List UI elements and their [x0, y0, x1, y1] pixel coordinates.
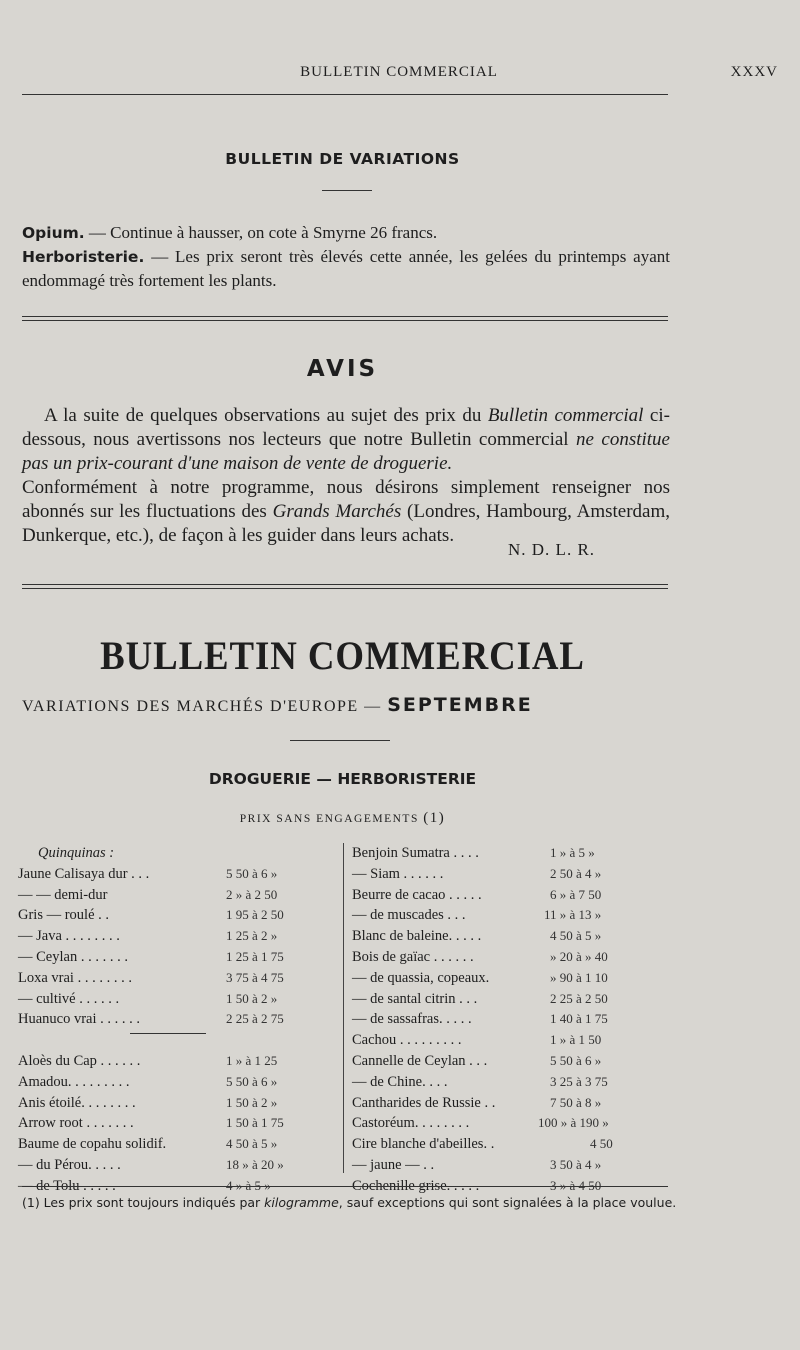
- table-row: [18, 905, 338, 926]
- table-row: [352, 1134, 682, 1155]
- row-price: 11 » à 13 »: [544, 907, 602, 923]
- avis-text: (Londres, Hambourg, Amsterdam, Dunkerque, etc.), de façon à les guider dans leurs achats.: [22, 501, 670, 546]
- row-name: Cannelle de Ceylan . . .: [352, 1052, 488, 1069]
- row-price: 2 » à 2 50: [226, 886, 278, 902]
- table-row: [18, 968, 338, 989]
- row-price: 2 50 à 4 »: [550, 865, 602, 881]
- table-row: [18, 885, 338, 906]
- bulletin-title: BULLETIN COMMERCIAL: [100, 633, 585, 678]
- table-row: [18, 1113, 338, 1134]
- avis-text: A la suite de quelques observations au sujet des prix du: [44, 405, 488, 426]
- row-name: Anis étoilé. . . . . . . .: [18, 1094, 136, 1111]
- footnote-ref: (1): [423, 810, 446, 826]
- table-row: [352, 905, 682, 926]
- page-number: XXXV: [730, 64, 778, 80]
- running-header: [20, 64, 778, 86]
- row-name: Beurre de cacao . . . . .: [352, 886, 482, 903]
- row-price: 1 50 à 1 75: [226, 1115, 284, 1131]
- table-row: [18, 843, 338, 864]
- variations-title: BULLETIN DE VARIATIONS: [225, 150, 460, 168]
- row-price: 4 50: [590, 1136, 613, 1152]
- table-row: [352, 1009, 682, 1030]
- row-price: 3 50 à 4 »: [550, 1156, 602, 1172]
- price-table-right: [352, 843, 682, 1197]
- row-name: — de Chine. . . .: [352, 1073, 448, 1090]
- row-price: 100 » à 190 »: [538, 1115, 609, 1131]
- variations-entry-opium: [22, 221, 670, 245]
- avis-signature: N. D. L. R.: [508, 540, 596, 559]
- row-price: 1 50 à 2 »: [226, 1094, 278, 1110]
- avis-italic: Grands Marchés: [272, 501, 402, 522]
- row-price: 3 » à 4 50: [550, 1177, 602, 1193]
- row-name: Amadou. . . . . . . . .: [18, 1073, 130, 1090]
- row-price: 1 25 à 2 »: [226, 928, 278, 944]
- footnote: [22, 1196, 682, 1210]
- row-price: 4 » à 5 »: [226, 1177, 271, 1193]
- row-price: 1 » à 1 25: [226, 1052, 278, 1068]
- table-row: [18, 947, 338, 968]
- table-row: [18, 926, 338, 947]
- running-header-title: BULLETIN COMMERCIAL: [300, 64, 498, 80]
- avis-italic: Bulletin commercial: [487, 405, 644, 426]
- row-name: — jaune — . .: [352, 1156, 435, 1173]
- price-table-left: [18, 843, 338, 1197]
- row-price: 2 25 à 2 75: [226, 1011, 284, 1027]
- table-row: [352, 1155, 682, 1176]
- row-price: 3 75 à 4 75: [226, 969, 284, 985]
- bulletin-subtitle-text: VARIATIONS DES MARCHÉS D'EUROPE —: [22, 698, 382, 715]
- row-price: 4 50 à 5 »: [550, 928, 602, 944]
- table-row: [352, 1072, 682, 1093]
- row-name: Cochenille grise. . . . .: [352, 1177, 480, 1194]
- avis-title: AVIS: [306, 356, 379, 382]
- row-name: — Siam . . . . . .: [352, 865, 444, 882]
- row-name: — Ceylan . . . . . . .: [18, 948, 128, 965]
- row-name: — cultivé . . . . . .: [18, 990, 120, 1007]
- row-price: » 90 à 1 10: [550, 969, 608, 985]
- bulletin-title-rule: [290, 740, 390, 741]
- variations-entry-herboristerie: [22, 245, 670, 293]
- entry-term: Opium.: [22, 224, 85, 242]
- table-row: [352, 885, 682, 906]
- table-row: [18, 1155, 338, 1176]
- bulletin-month: SEPTEMBRE: [387, 694, 533, 716]
- row-name: Gris — roulé . .: [18, 907, 110, 924]
- row-name: — de santal citrin . . .: [352, 990, 478, 1007]
- table-row: [352, 864, 682, 885]
- row-name: — de muscades . . .: [352, 907, 466, 924]
- divider-double-1: [22, 316, 668, 321]
- row-name: Blanc de baleine. . . . .: [352, 928, 482, 945]
- table-row: [18, 1093, 338, 1114]
- row-price: 5 50 à 6 »: [226, 1073, 278, 1089]
- row-price: 6 » à 7 50: [550, 886, 602, 902]
- group-rule: [130, 1033, 206, 1034]
- table-row: [352, 1030, 682, 1051]
- table-row: [352, 843, 682, 864]
- row-name: Castoréum. . . . . . . .: [352, 1115, 470, 1132]
- avis-body: [22, 404, 670, 548]
- row-name: Cantharides de Russie . .: [352, 1094, 496, 1111]
- row-name: Baume de copahu solidif.: [18, 1136, 167, 1153]
- row-name: — de sassafras. . . . .: [352, 1011, 472, 1028]
- divider-double-2: [22, 584, 668, 589]
- table-row: [352, 1113, 682, 1134]
- table-row: [18, 1072, 338, 1093]
- footnote-text: , sauf exceptions qui sont signalées à la place voulue.: [338, 1195, 677, 1210]
- row-price: 1 50 à 2 »: [226, 990, 278, 1006]
- entry-text: — Les prix seront très élevés cette année, les gelées du printemps ayant endommagé très fortement les plants.: [22, 247, 670, 290]
- avis-italic: ne constitue pas un prix-courant d'une maison de vente de droguerie.: [22, 429, 670, 474]
- table-row: [18, 864, 338, 885]
- table-row: [352, 968, 682, 989]
- row-price: 1 » à 1 50: [550, 1032, 602, 1048]
- variations-title-rule: [322, 190, 372, 191]
- row-name: Benjoin Sumatra . . . .: [352, 845, 479, 861]
- row-price: 4 50 à 5 »: [226, 1136, 278, 1152]
- row-name-text: — de quassia, copeaux.: [352, 969, 490, 986]
- table-row: [352, 1051, 682, 1072]
- row-price: » 20 à » 40: [550, 948, 608, 964]
- row-price: 1 » à 5 »: [550, 845, 595, 860]
- row-name: — Java . . . . . . . .: [18, 928, 120, 945]
- table-row: [352, 947, 682, 968]
- section-heading: DROGUERIE — HERBORISTERIE: [208, 770, 477, 788]
- price-note-text: PRIX SANS ENGAGEMENTS: [239, 813, 419, 825]
- table-row: [352, 926, 682, 947]
- row-name: Cachou . . . . . . . . .: [352, 1032, 462, 1049]
- row-name: Arrow root . . . . . . .: [18, 1115, 134, 1132]
- row-name: — de Tolu . . . . .: [18, 1177, 116, 1194]
- row-price: 1 25 à 1 75: [226, 948, 284, 964]
- avis-paragraph-2: [22, 476, 670, 548]
- table-row: [18, 1134, 338, 1155]
- row-name: Loxa vrai . . . . . . . .: [18, 969, 132, 986]
- price-note: [0, 810, 685, 827]
- bulletin-subtitle: [22, 694, 662, 716]
- row-name: Jaune Calisaya dur . . .: [18, 865, 150, 882]
- row-name: Quinquinas :: [38, 845, 115, 861]
- table-row: [18, 989, 338, 1010]
- footnote-rule: [22, 1186, 668, 1187]
- row-name: Cire blanche d'abeilles. .: [352, 1136, 495, 1153]
- row-name: [352, 968, 489, 989]
- row-price: 1 95 à 2 50: [226, 907, 284, 923]
- avis-text: Conformément à notre programme, nous désirons simplement renseigner nos abonnés sur les fluctuations des: [22, 477, 670, 522]
- row-name: Bois de gaïac . . . . . .: [352, 948, 474, 965]
- footnote-italic: kilogramme: [264, 1195, 339, 1210]
- avis-paragraph-1: [22, 404, 670, 476]
- row-price: 1 40 à 1 75: [550, 1011, 608, 1027]
- table-row: [352, 989, 682, 1010]
- row-name: Huanuco vrai . . . . . .: [18, 1011, 141, 1028]
- table-row: [352, 1093, 682, 1114]
- header-rule: [22, 94, 668, 95]
- row-price: 7 50 à 8 »: [550, 1094, 602, 1110]
- table-row: [18, 1051, 338, 1072]
- table-group-separator: [18, 1030, 338, 1051]
- footnote-text: (1) Les prix sont toujours indiqués par: [22, 1195, 265, 1210]
- row-price: 18 » à 20 »: [226, 1156, 284, 1172]
- row-price: 5 50 à 6 »: [550, 1052, 602, 1068]
- row-price: 5 50 à 6 »: [226, 865, 278, 881]
- entry-text: — Continue à hausser, on cote à Smyrne 26 francs.: [84, 223, 438, 242]
- row-name: Aloès du Cap . . . . . .: [18, 1052, 141, 1069]
- row-price: 2 25 à 2 50: [550, 990, 608, 1006]
- row-price: 3 25 à 3 75: [550, 1073, 608, 1089]
- column-divider: [343, 843, 344, 1173]
- row-name: — — demi-dur: [18, 886, 108, 903]
- entry-term: Herboristerie.: [22, 248, 145, 266]
- avis-text: ci-dessous, nous avertissons nos lecteurs que notre Bulletin commercial: [22, 405, 670, 450]
- table-row: [18, 1009, 338, 1030]
- row-name: — du Pérou. . . . .: [18, 1156, 121, 1173]
